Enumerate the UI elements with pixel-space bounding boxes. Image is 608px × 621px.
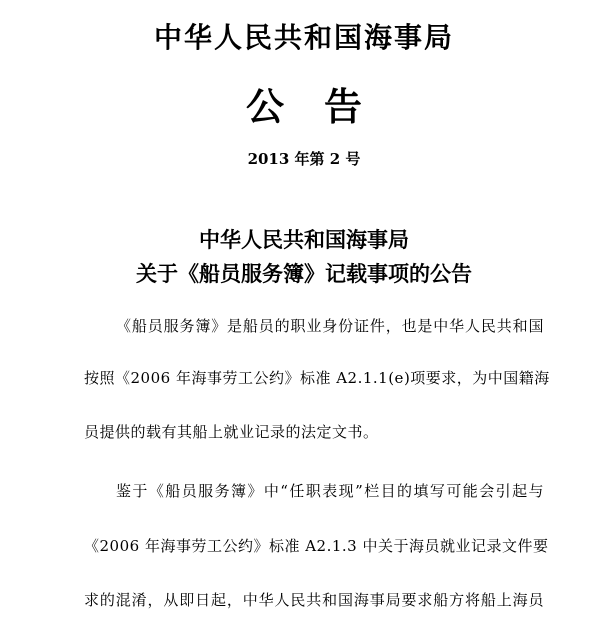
document-type-heading: 公告 bbox=[245, 84, 402, 129]
body-text-line-3: 员提供的载有其船上就业记录的法定文书。 bbox=[84, 423, 379, 441]
body-text-line-2: 按照《2006 年海事劳工公约》标准 A2.1.1(e)项要求，为中国籍海 bbox=[84, 369, 550, 387]
issuing-organization: 中华人民共和国海事局 bbox=[153, 21, 454, 54]
body-text-line-5: 《2006 年海事劳工公约》标准 A2.1.3 中关于海员就业记录文件要 bbox=[84, 537, 549, 555]
body-text-line-4: 鉴于《船员服务簿》中“任职表现”栏目的填写可能会引起与 bbox=[116, 482, 544, 500]
body-text-line-6: 求的混淆，从即日起，中华人民共和国海事局要求船方将船上海员 bbox=[84, 591, 544, 609]
body-text-line-1: 《船员服务簿》是船员的职业身份证件，也是中华人民共和国 bbox=[116, 317, 544, 335]
notice-title-line-2: 关于《船员服务簿》记载事项的公告 bbox=[136, 261, 472, 286]
notice-title-line-1: 中华人民共和国海事局 bbox=[199, 227, 409, 252]
document-number: 2013 年第 2 号 bbox=[247, 150, 361, 168]
